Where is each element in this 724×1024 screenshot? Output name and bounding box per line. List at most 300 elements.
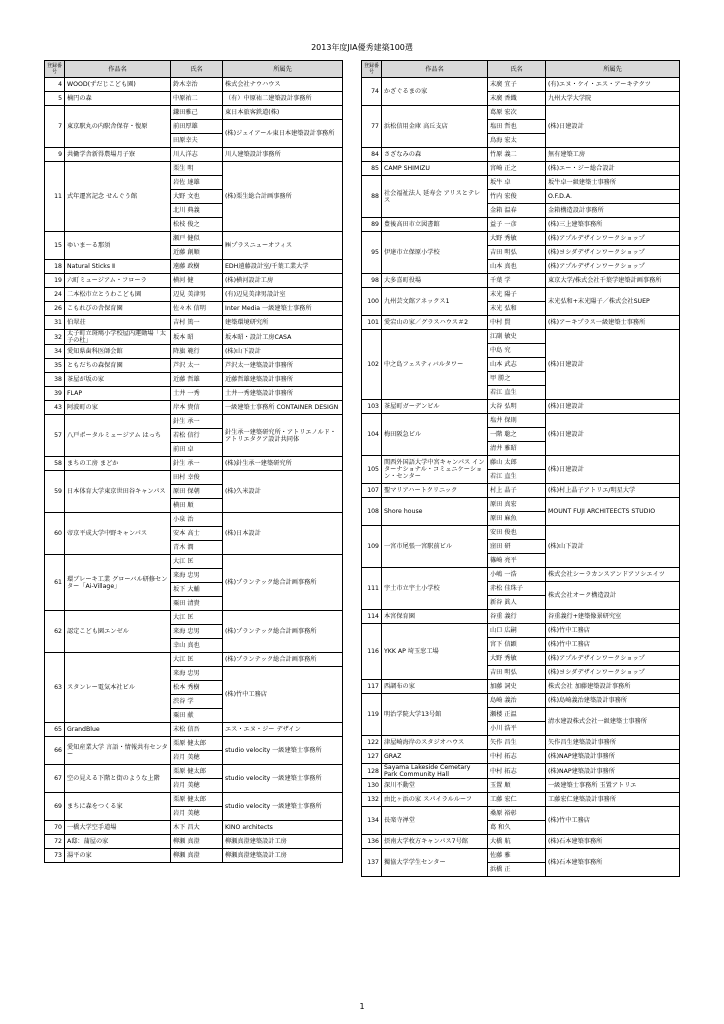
architect-name: 田村 幸俊 xyxy=(171,471,223,485)
architect-name: 渋谷 学 xyxy=(171,695,223,709)
work-title: 伯翠荘 xyxy=(65,316,171,330)
table-row xyxy=(362,414,680,428)
work-title: 長楽寺禅堂 xyxy=(382,807,488,835)
office-name: (有)辺見美津男設計室 xyxy=(223,288,343,302)
office-name: (株)村上晶子アトリエ/明星大学 xyxy=(546,484,680,498)
office-name: (株)プランテック総合計画事務所 xyxy=(223,653,343,667)
office-name: (株)エー・ジー総合設計 xyxy=(546,162,680,176)
office-name: 谷重義行+建築像景研究室 xyxy=(546,610,680,624)
entry-number: 104 xyxy=(362,414,382,456)
architect-name: 岩月 美穂 xyxy=(171,751,223,765)
architect-name: 末光 弘和 xyxy=(488,302,546,316)
entry-number: 134 xyxy=(362,807,382,835)
entry-number: 107 xyxy=(362,484,382,498)
architect-name: 中原祐二 xyxy=(171,92,223,106)
architect-name: 山本 武志 xyxy=(488,358,546,372)
architect-name: 原田 保朝 xyxy=(171,485,223,499)
office-name: (株)竹中工務店 xyxy=(546,807,680,835)
architect-name: 佐藤 雅 xyxy=(488,849,546,863)
work-title: 帝京平成大学中野キャンパス xyxy=(65,513,171,555)
table-row xyxy=(45,302,343,316)
architect-name: 遠藤 政樹 xyxy=(171,260,223,274)
architect-name: 大谷 弘明 xyxy=(488,400,546,414)
work-title: 式年遷宮記念 せんぐう館 xyxy=(65,162,171,232)
work-title: 摂南大学枚方キャンパス7号館 xyxy=(382,835,488,849)
entry-number: 84 xyxy=(362,148,382,162)
architect-name: 大江 匡 xyxy=(171,653,223,667)
architect-name: 原田 真宏 xyxy=(488,498,546,512)
table-row xyxy=(362,694,680,708)
architect-name: 矢作 昌生 xyxy=(488,736,546,750)
architect-name: 大野 秀敏 xyxy=(488,652,546,666)
entry-number: 43 xyxy=(45,401,65,415)
office-name: EDH遠藤設計室/千葉工業大学 xyxy=(223,260,343,274)
table-row xyxy=(362,568,680,582)
architect-name: 末廣 香織 xyxy=(488,92,546,106)
architect-name: 竹内 宏俊 xyxy=(488,190,546,204)
header-work: 作品名 xyxy=(65,61,171,78)
office-name: 無有建築工房 xyxy=(546,148,680,162)
architect-name: 安田 俊也 xyxy=(488,526,546,540)
architect-name: 窪田 研 xyxy=(488,540,546,554)
work-title: A邸：蒲屋の家 xyxy=(65,835,171,849)
table-row xyxy=(362,835,680,849)
architect-name: 前田厚雄 xyxy=(171,120,223,134)
office-name: studio velocity 一級建築士事務所 xyxy=(223,765,343,793)
office-name: (株)三上建築事務所 xyxy=(546,218,680,232)
entry-number: 72 xyxy=(45,835,65,849)
table-row xyxy=(45,653,343,667)
work-title: 深川不動堂 xyxy=(382,779,488,793)
entry-number: 19 xyxy=(45,274,65,288)
architect-name: 大江 匡 xyxy=(171,611,223,625)
office-name: (株)アプルデザインワークショップ xyxy=(546,652,680,666)
table-row xyxy=(362,218,680,232)
table-row xyxy=(362,176,680,190)
office-name: (株)針生承一建築研究所 xyxy=(223,457,343,471)
table-row xyxy=(362,498,680,512)
header-name: 氏名 xyxy=(488,61,546,78)
architect-name: 葛 和久 xyxy=(488,821,546,835)
office-name: 柳瀬真澄建築設計工房 xyxy=(223,849,343,863)
table-row xyxy=(362,232,680,246)
entry-number: 111 xyxy=(362,568,382,610)
table-row xyxy=(45,359,343,373)
entry-number: 9 xyxy=(45,148,65,162)
entry-number: 59 xyxy=(45,471,65,513)
architect-name: 吉田 明弘 xyxy=(488,666,546,680)
entry-number: 62 xyxy=(45,611,65,653)
header-office: 所属先 xyxy=(223,61,343,78)
office-name: (株)プランテック総合計画事務所 xyxy=(223,611,343,653)
office-name: (株)NAP建築設計事務所 xyxy=(546,764,680,779)
table-row xyxy=(362,456,680,470)
work-title: WOOD(ずだじこども園) xyxy=(65,78,171,92)
office-name: 株式会社ナウハウス xyxy=(223,78,343,92)
table-row xyxy=(362,78,680,92)
entry-number: 63 xyxy=(45,653,65,723)
entry-number: 136 xyxy=(362,835,382,849)
work-title: FLAP xyxy=(65,387,171,401)
work-title: 二本松市立とうわこども園 xyxy=(65,288,171,302)
architect-name: 大橋 航 xyxy=(488,835,546,849)
architect-name: 坂下 大輔 xyxy=(171,583,223,597)
office-name: 九州大学大学院 xyxy=(546,92,680,106)
architect-name: 来海 忠男 xyxy=(171,625,223,639)
architect-name: 木下 昌大 xyxy=(171,821,223,835)
architect-name: 横河 健 xyxy=(171,274,223,288)
office-name: (株)竹中工務店 xyxy=(223,667,343,723)
work-title: 由比ヶ浜の家 スパイラルルーフ xyxy=(382,793,488,807)
entry-number: 34 xyxy=(45,345,65,359)
architect-name: 安本 高士 xyxy=(171,527,223,541)
architect-name: 栗原 健太郎 xyxy=(171,765,223,779)
architect-name: 岩佐 達雄 xyxy=(171,176,223,190)
architect-name: 岩月 美穂 xyxy=(171,807,223,821)
table-row xyxy=(45,737,343,751)
office-name: (株)島崎義治建築設計事務所 xyxy=(546,694,680,708)
work-title: 湯平の家 xyxy=(65,849,171,863)
architect-name: 塩井 保則 xyxy=(488,414,546,428)
entry-number: 18 xyxy=(45,260,65,274)
awards-table-right xyxy=(361,60,680,877)
office-name: 川人建築設計事務所 xyxy=(223,148,343,162)
architect-name: 藤山 太郎 xyxy=(488,456,546,470)
architect-name: 柳瀬 真澄 xyxy=(171,849,223,863)
header-work: 作品名 xyxy=(382,61,488,78)
entry-number: 73 xyxy=(45,849,65,863)
entry-number: 95 xyxy=(362,232,382,274)
office-name: (株)ヨシダデザインワークショップ xyxy=(546,246,680,260)
architect-name: 浜橋 正 xyxy=(488,863,546,877)
work-title: Natural Sticks Ⅱ xyxy=(65,260,171,274)
work-title: こもれびの舎保育園 xyxy=(65,302,171,316)
office-name: 株式会社オーク構造設計 xyxy=(546,582,680,610)
architect-name: 瀬楼 正温 xyxy=(488,708,546,722)
entry-number: 11 xyxy=(45,162,65,232)
architect-name: 大野 秀敏 xyxy=(488,232,546,246)
office-name: 株式会社シーラカンスアンドアソシエイツ xyxy=(546,568,680,582)
entry-number: 89 xyxy=(362,218,382,232)
work-title: 大多喜町役場 xyxy=(382,274,488,288)
architect-name: 宮下 信顕 xyxy=(488,638,546,652)
architect-name: 大江 匡 xyxy=(171,555,223,569)
table-row xyxy=(45,148,343,162)
table-row xyxy=(362,610,680,624)
entry-number: 26 xyxy=(45,302,65,316)
office-name: (株)日建設計 xyxy=(546,400,680,414)
table-row xyxy=(45,260,343,274)
office-name: (株)アーキプラス一級建築士事務所 xyxy=(546,316,680,330)
table-row xyxy=(362,764,680,779)
office-name: （有）中原祐二建築設計事務所 xyxy=(223,92,343,106)
entry-number: 15 xyxy=(45,232,65,260)
table-row xyxy=(45,611,343,625)
office-name: 芦沢太一建築設計事務所 xyxy=(223,359,343,373)
table-row xyxy=(45,232,343,246)
architect-name: 金箱 温春 xyxy=(488,204,546,218)
table-row xyxy=(45,92,343,106)
table-row xyxy=(362,680,680,694)
work-title: 関西外国語大学中宮キャンパス インターナショナル・コミュニケーション・センター xyxy=(382,456,488,484)
office-name: (株)石本建築事務所 xyxy=(546,835,680,849)
architect-name: 中村 拓志 xyxy=(488,750,546,764)
architect-name: 村上 晶子 xyxy=(488,484,546,498)
office-name: (株)日建設計 xyxy=(546,330,680,400)
architect-name: 来海 忠男 xyxy=(171,667,223,681)
table-row xyxy=(362,330,680,344)
header-office: 所属先 xyxy=(546,61,680,78)
table-row xyxy=(45,288,343,302)
architect-name: 谷重 義行 xyxy=(488,610,546,624)
architect-name: 瀬戸 健似 xyxy=(171,232,223,246)
entry-number: 65 xyxy=(45,723,65,737)
architect-name: 降旗 範行 xyxy=(171,345,223,359)
page-title: 2013年度JIA優秀建築100選 xyxy=(311,43,413,52)
architect-name: 鈴木幸治 xyxy=(171,78,223,92)
work-title: まちに森をつくる家 xyxy=(65,793,171,821)
architect-name: 近藤 創順 xyxy=(171,246,223,260)
office-name: O.F.D.A. xyxy=(546,190,680,204)
architect-name: 末廣 宜子 xyxy=(488,78,546,92)
table-row xyxy=(45,401,343,415)
architect-name: 小川 浩平 xyxy=(488,722,546,736)
architect-name: 大野 文也 xyxy=(171,190,223,204)
table-row xyxy=(362,779,680,793)
work-title: 宇土市立宇土小学校 xyxy=(382,568,488,610)
office-name: 一級建築士事務所 玉置アトリエ xyxy=(546,779,680,793)
entry-number: 98 xyxy=(362,274,382,288)
architect-name: 辺見 美津男 xyxy=(171,288,223,302)
entry-number: 127 xyxy=(362,750,382,764)
architect-name: 篠崎 亮平 xyxy=(488,554,546,568)
table-row xyxy=(45,387,343,401)
table-row xyxy=(45,723,343,737)
architect-name: 清井 雅昭 xyxy=(488,442,546,456)
entry-number: 32 xyxy=(45,330,65,345)
work-title: ともだちの森保育園 xyxy=(65,359,171,373)
work-title: さざなみの森 xyxy=(382,148,488,162)
work-title: 茶屋が坂の家 xyxy=(65,373,171,387)
architect-name: 山口 広嗣 xyxy=(488,624,546,638)
architect-name: 粟田 献 xyxy=(171,709,223,723)
architect-name: 鳥海 宏太 xyxy=(488,134,546,148)
table-row xyxy=(45,345,343,359)
architect-name: 柳瀬 真澄 xyxy=(171,835,223,849)
architect-name: 針生 承一 xyxy=(171,457,223,471)
entry-number: 102 xyxy=(362,330,382,400)
table-row xyxy=(45,316,343,330)
architect-name: 玉置 順 xyxy=(488,779,546,793)
table-row xyxy=(45,821,343,835)
office-name: (株)久米設計 xyxy=(223,471,343,513)
table-row xyxy=(362,400,680,414)
architect-name: 北川 典義 xyxy=(171,204,223,218)
table-row xyxy=(45,765,343,779)
header-row xyxy=(362,61,680,78)
table-row xyxy=(362,624,680,638)
office-name: (有)エヌ・ケイ・エス・アーキテクツ xyxy=(546,78,680,92)
work-title: かざぐるまの家 xyxy=(382,78,488,106)
office-name: (株)横河設計工房 xyxy=(223,274,343,288)
architect-name: 一階 聡之 xyxy=(488,428,546,442)
work-title: 獨協大学学生センター xyxy=(382,849,488,877)
architect-name: 中島 究 xyxy=(488,344,546,358)
office-name: ㈱プラスニューオフィス xyxy=(223,232,343,260)
entry-number: 38 xyxy=(45,373,65,387)
office-name: 建築環境研究所 xyxy=(223,316,343,330)
architect-name: 佐々木 信明 xyxy=(171,302,223,316)
office-name: (株)竹中工務店 xyxy=(546,638,680,652)
office-name: 一級建築士事務所 CONTAINER DESIGN xyxy=(223,401,343,415)
entry-number: 60 xyxy=(45,513,65,555)
architect-name: 小嶋 一浩 xyxy=(488,568,546,582)
office-name: 清水建設株式会社一級建築士事務所 xyxy=(546,708,680,736)
architect-name: 近藤 哲雄 xyxy=(171,373,223,387)
table-row xyxy=(45,793,343,807)
table-row xyxy=(362,106,680,120)
table-row xyxy=(362,148,680,162)
table-row xyxy=(362,484,680,498)
entry-number: 74 xyxy=(362,78,382,106)
architect-name: 桑原 裕彰 xyxy=(488,807,546,821)
entry-number: 57 xyxy=(45,415,65,457)
office-name: (株)プランテック総合計画事務所 xyxy=(223,555,343,611)
table-row xyxy=(45,415,343,429)
work-title: 聖マリアハートクリニック xyxy=(382,484,488,498)
architect-name: 前田 卓 xyxy=(171,443,223,457)
entry-number: 117 xyxy=(362,680,382,694)
table-row xyxy=(362,736,680,750)
work-title: 九州芸文館アネックス1 xyxy=(382,288,488,316)
table-row xyxy=(362,807,680,821)
office-name: (株)アプルデザインワークショップ xyxy=(546,260,680,274)
entry-number: 108 xyxy=(362,498,382,526)
entry-number: 24 xyxy=(45,288,65,302)
work-title: GrandBlue xyxy=(65,723,171,737)
entry-number: 114 xyxy=(362,610,382,624)
office-name: 針生承一建築研究所・アトリエノルド・アトリエタクア設計共同体 xyxy=(223,415,343,457)
entry-number: 61 xyxy=(45,555,65,611)
work-title: 本宮保育園 xyxy=(382,610,488,624)
work-title: 太子町立斑鳩小学校屋内運動場「太子の杜」 xyxy=(65,330,171,345)
architect-name: 若江 直生 xyxy=(488,386,546,400)
office-name: 坂本昭・設計工房CASA xyxy=(223,330,343,345)
work-title: 認定こども園エンゼル xyxy=(65,611,171,653)
architect-name: 土井 一秀 xyxy=(171,387,223,401)
work-title: 西調布の家 xyxy=(382,680,488,694)
architect-name: 鎌田雅己 xyxy=(171,106,223,120)
architect-name: 若江 直生 xyxy=(488,470,546,484)
office-name: 金箱構造設計事務所 xyxy=(546,204,680,218)
entry-number: 100 xyxy=(362,288,382,316)
office-name: (株)山下設計 xyxy=(546,526,680,568)
work-title: 空の見える下階と街のような上階 xyxy=(65,765,171,793)
table-row xyxy=(45,471,343,485)
office-name: (株)山下設計 xyxy=(223,345,343,359)
work-title: 梅田阪急ビル xyxy=(382,414,488,456)
office-name: 株式会社 加藤建築設計事務所 xyxy=(546,680,680,694)
architect-name: 千葉 学 xyxy=(488,274,546,288)
architect-name: 横田 順 xyxy=(171,499,223,513)
office-name: (株)日本設計 xyxy=(223,513,343,555)
work-title: 浜松信用金庫 高丘支店 xyxy=(382,106,488,148)
architect-name: 吉村 篤一 xyxy=(171,316,223,330)
header-name: 氏名 xyxy=(171,61,223,78)
office-name: KINO architects xyxy=(223,821,343,835)
architect-name: 末光 陽子 xyxy=(488,288,546,302)
page-number: 1 xyxy=(359,1002,365,1011)
architect-name: 岸本 貴信 xyxy=(171,401,223,415)
entry-number: 4 xyxy=(45,78,65,92)
entry-number: 137 xyxy=(362,849,382,877)
architect-name: 坂牛 卓 xyxy=(488,176,546,190)
work-title: 楠円の森 xyxy=(65,92,171,106)
work-title: 一橋大学空手道場 xyxy=(65,821,171,835)
entry-number: 109 xyxy=(362,526,382,568)
work-title: 東京駅丸の内駅舎保存・復原 xyxy=(65,106,171,148)
work-title: 茶屋町ガーデンビル xyxy=(382,400,488,414)
architect-name: 原田 麻魚 xyxy=(488,512,546,526)
work-title: 社会福祉法人 延寿会 アリスとテレス xyxy=(382,176,488,218)
office-name: (株)日建設計 xyxy=(546,414,680,456)
architect-name: 小泉 治 xyxy=(171,513,223,527)
work-title: 日本体育大学東京世田谷キャンパス xyxy=(65,471,171,513)
work-title: 愛知県歯科医師会館 xyxy=(65,345,171,359)
work-title: まちの工房 まどか xyxy=(65,457,171,471)
architect-name: 加藤 詞史 xyxy=(488,680,546,694)
architect-name: 益子 一彦 xyxy=(488,218,546,232)
entry-number: 66 xyxy=(45,737,65,765)
architect-name: 岩月 美穂 xyxy=(171,779,223,793)
entry-number: 85 xyxy=(362,162,382,176)
office-name: (株)ヨシダデザインワークショップ xyxy=(546,666,680,680)
office-name: 土井一秀建築設計事務所 xyxy=(223,387,343,401)
architect-name: 甲 勝之 xyxy=(488,372,546,386)
office-name: 坂牛卓一級建築士事務所 xyxy=(546,176,680,190)
office-name: (株)日建設計 xyxy=(546,456,680,484)
work-title: 愛知産業大学 言語・情報共有センター xyxy=(65,737,171,765)
table-row xyxy=(362,274,680,288)
entry-number: 103 xyxy=(362,400,382,414)
work-title: 六町ミュージアム・フローラ xyxy=(65,274,171,288)
architect-name: 葛原 宏次 xyxy=(488,106,546,120)
office-name: studio velocity 一級建築士事務所 xyxy=(223,737,343,765)
office-name: (株)竹中工務店 xyxy=(546,624,680,638)
office-name: (株)栗生総合計画事務所 xyxy=(223,162,343,232)
architect-name: 中村 拓志 xyxy=(488,764,546,779)
table-row xyxy=(45,78,343,92)
entry-number: 128 xyxy=(362,764,382,779)
office-name: (株)ジェイアール東日本建築設計事務所 xyxy=(223,120,343,148)
table-row xyxy=(362,750,680,764)
table-row xyxy=(45,274,343,288)
work-title: CAMP SHIMIZU xyxy=(382,162,488,176)
office-name: (株)アプルデザインワークショップ xyxy=(546,232,680,246)
entry-number: 88 xyxy=(362,176,382,218)
table-row xyxy=(45,513,343,527)
architect-name: 青木 潤 xyxy=(171,541,223,555)
table-row xyxy=(362,793,680,807)
work-title: YKK AP 埼玉窓工場 xyxy=(382,624,488,680)
work-title: 中之島フェスティバルタワー xyxy=(382,330,488,400)
table-row xyxy=(362,316,680,330)
architect-name: 芦沢 太一 xyxy=(171,359,223,373)
office-name: 矢作昌生建築設計事務所 xyxy=(546,736,680,750)
architect-name: 新谷 眞人 xyxy=(488,596,546,610)
work-title: 八戸ポータルミュージアム はっち xyxy=(65,415,171,457)
work-title: 津屋崎海岸のスタジオハウス xyxy=(382,736,488,750)
